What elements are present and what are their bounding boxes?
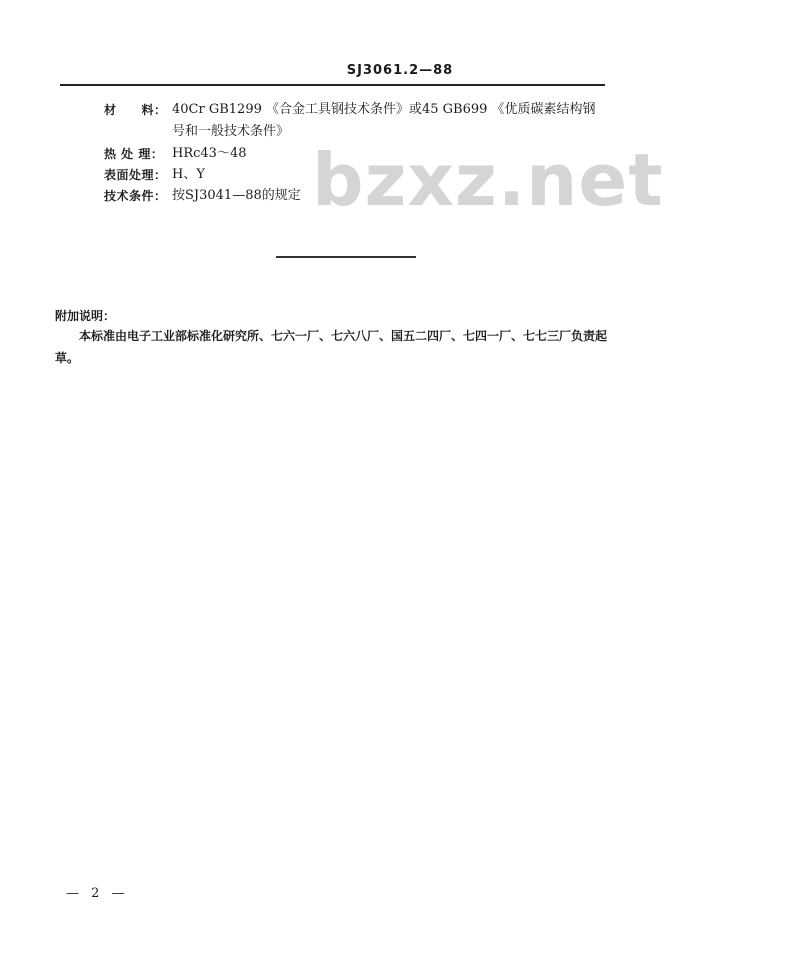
- spec-row-material: [104, 99, 604, 143]
- spec-value-technical-conditions: 按SJ3041—88的规定: [172, 188, 301, 203]
- header-divider: [60, 84, 605, 86]
- spec-label-material: 材 料：: [104, 103, 167, 117]
- spec-value-material: 40Cr GB1299 《合金工具钢技术条件》或45 GB699 《优质碳素结构钢号和一般技术条件》: [172, 102, 596, 139]
- section-divider: [276, 256, 416, 258]
- watermark: bzxz.net: [312, 138, 664, 222]
- standard-code: SJ3061.2—88: [346, 63, 454, 78]
- spec-label-technical-conditions: 技术条件：: [104, 189, 167, 203]
- additional-notes-body: 本标准由电子工业部标准化研究所、七六一厂、七六八厂、国五二四厂、七四一厂、七七三厂负责起草。: [55, 329, 608, 365]
- spec-label-surface-treatment: 表面处理：: [104, 168, 167, 182]
- spec-value-heat-treatment: HRc43～48: [172, 146, 247, 161]
- page-number: — 2 —: [66, 886, 129, 901]
- spec-label-heat-treatment: 热 处 理：: [104, 147, 164, 161]
- additional-notes-title: 附加说明：: [55, 309, 116, 323]
- spec-value-surface-treatment: H、Y: [172, 167, 205, 182]
